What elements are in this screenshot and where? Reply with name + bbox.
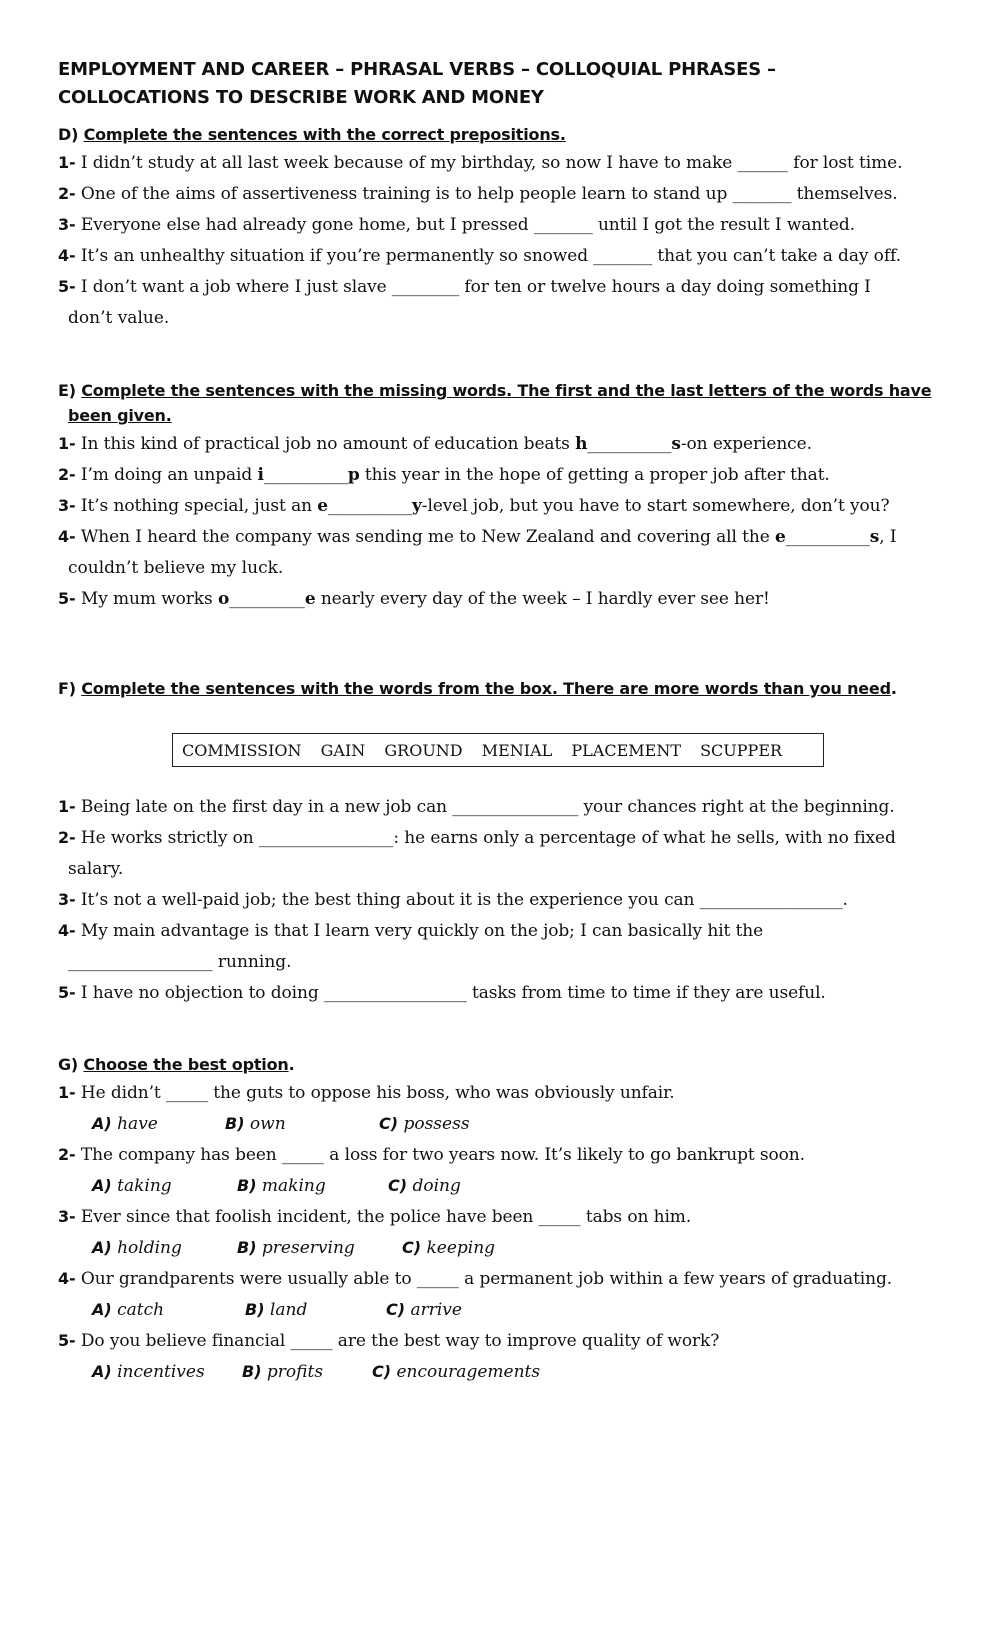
f-item-3: [58, 888, 848, 912]
f-item-2-continued: salary.: [68, 859, 124, 879]
item-text: Our grandparents were usually able to _____ a permanent job within a few years of graduating.: [80, 1269, 893, 1289]
g-item-2: [58, 1143, 805, 1167]
option-letter: A): [92, 1176, 112, 1195]
option-text: own: [249, 1114, 286, 1134]
section-g-period: .: [288, 1055, 295, 1074]
item-number: 4-: [58, 921, 76, 940]
item-number: 2-: [58, 184, 76, 203]
section-e-instruction-cont: been given.: [68, 406, 172, 425]
box-word: COMMISSION: [182, 741, 302, 760]
item-number: 2-: [58, 465, 76, 484]
g-item-3: [58, 1205, 691, 1229]
item-number: 5-: [58, 983, 76, 1002]
option-text: catch: [117, 1300, 165, 1320]
option-c[interactable]: [402, 1236, 495, 1260]
option-letter: C): [402, 1238, 422, 1257]
section-f-label: F): [58, 679, 76, 698]
item-number: 2-: [58, 828, 76, 847]
d-item-5-continued: don’t value.: [68, 308, 170, 328]
box-word: MENIAL: [481, 741, 553, 760]
option-b[interactable]: [245, 1298, 307, 1322]
item-text: When I heard the company was sending me to New Zealand and covering all the: [80, 527, 776, 547]
option-b[interactable]: [242, 1360, 323, 1384]
first-letter: e: [775, 527, 786, 547]
option-text: preserving: [261, 1238, 355, 1258]
item-number: 4-: [58, 1269, 76, 1288]
option-a[interactable]: [92, 1112, 158, 1136]
item-number: 3-: [58, 215, 76, 234]
option-letter: A): [92, 1362, 112, 1381]
blank: _________: [229, 589, 305, 609]
option-letter: C): [372, 1362, 392, 1381]
option-a[interactable]: [92, 1298, 164, 1322]
option-letter: B): [225, 1114, 245, 1133]
d-item-3: [58, 213, 855, 237]
item-text-end: , I: [879, 527, 897, 547]
last-letter: p: [347, 465, 360, 485]
option-text: holding: [117, 1238, 182, 1258]
box-word: GROUND: [384, 741, 463, 760]
blank: __________: [785, 527, 870, 547]
item-text: One of the aims of assertiveness training is to help people learn to stand up _______ themselves.: [80, 184, 898, 204]
option-text: making: [261, 1176, 326, 1196]
e-item-3: [58, 494, 889, 518]
item-text: Everyone else had already gone home, but I pressed _______ until I got the result I wanted.: [80, 215, 855, 235]
title-line-1: EMPLOYMENT AND CAREER – PHRASAL VERBS – COLLOQUIAL PHRASES –: [58, 59, 776, 80]
g-item-5: [58, 1329, 719, 1353]
d-item-1: [58, 151, 902, 175]
item-text: He works strictly on ________________: he earns only a percentage of what he sells, with no fixed: [80, 828, 896, 848]
item-text: It’s nothing special, just an: [80, 496, 318, 516]
section-f-period: .: [890, 679, 897, 698]
e-item-5: [58, 587, 770, 611]
item-number: 5-: [58, 1331, 76, 1350]
option-b[interactable]: [225, 1112, 286, 1136]
d-item-4: [58, 244, 901, 268]
item-number: 1-: [58, 153, 76, 172]
option-letter: B): [237, 1176, 257, 1195]
option-a[interactable]: [92, 1360, 205, 1384]
section-d-label: D): [58, 125, 79, 144]
e-item-2: [58, 463, 830, 487]
item-number: 5-: [58, 589, 76, 608]
last-letter: s: [671, 434, 681, 454]
f-item-2: [58, 826, 896, 850]
item-text-end: nearly every day of the week – I hardly ever see her!: [315, 589, 770, 609]
blank: __________: [263, 465, 348, 485]
section-g-label: G): [58, 1055, 79, 1074]
item-number: 1-: [58, 1083, 76, 1102]
option-a[interactable]: [92, 1236, 182, 1260]
section-d-heading: [58, 122, 566, 147]
worksheet-title: [58, 56, 958, 112]
item-text: In this kind of practical job no amount of education beats: [80, 434, 576, 454]
title-line-2: COLLOCATIONS TO DESCRIBE WORK AND MONEY: [58, 87, 544, 108]
g-item-1: [58, 1081, 675, 1105]
first-letter: i: [257, 465, 264, 485]
option-letter: B): [237, 1238, 257, 1257]
option-c[interactable]: [372, 1360, 540, 1384]
first-letter: o: [217, 589, 230, 609]
e-item-1: [58, 432, 812, 456]
option-text: possess: [403, 1114, 470, 1134]
section-f-heading: [58, 676, 897, 701]
option-text: land: [269, 1300, 308, 1320]
item-text: He didn’t _____ the guts to oppose his boss, who was obviously unfair.: [80, 1083, 675, 1103]
option-letter: B): [245, 1300, 265, 1319]
first-letter: h: [575, 434, 588, 454]
section-e-heading-cont: [68, 403, 172, 428]
option-b[interactable]: [237, 1236, 355, 1260]
option-b[interactable]: [237, 1174, 326, 1198]
option-c[interactable]: [386, 1298, 462, 1322]
word-box: [172, 733, 824, 767]
item-text-end: -level job, but you have to start somewhere, don’t you?: [421, 496, 890, 516]
item-number: 1-: [58, 797, 76, 816]
e-item-4-continued: couldn’t believe my luck.: [68, 558, 284, 578]
item-text: Do you believe financial _____ are the best way to improve quality of work?: [80, 1331, 720, 1351]
item-number: 3-: [58, 1207, 76, 1226]
item-text: I’m doing an unpaid: [80, 465, 258, 485]
item-text: Being late on the first day in a new job can _______________ your chances right at the beginning.: [80, 797, 895, 817]
box-word: GAIN: [320, 741, 366, 760]
option-letter: A): [92, 1238, 112, 1257]
option-letter: C): [386, 1300, 406, 1319]
option-letter: C): [379, 1114, 399, 1133]
option-letter: B): [242, 1362, 262, 1381]
item-text: It’s not a well-paid job; the best thing about it is the experience you can _________________.: [80, 890, 848, 910]
option-letter: A): [92, 1114, 112, 1133]
option-text: profits: [266, 1362, 324, 1382]
item-text: The company has been _____ a loss for two years now. It’s likely to go bankrupt soon.: [80, 1145, 805, 1165]
item-text: I didn’t study at all last week because of my birthday, so now I have to make ______ for lost time.: [80, 153, 903, 173]
option-text: doing: [412, 1176, 461, 1196]
option-text: keeping: [426, 1238, 496, 1258]
box-word: PLACEMENT: [571, 741, 681, 760]
e-item-4: [58, 525, 896, 549]
section-e-instruction: Complete the sentences with the missing words. The first and the last letters of the words have: [81, 381, 932, 400]
item-text: It’s an unhealthy situation if you’re permanently so snowed _______ that you can’t take a day off.: [80, 246, 901, 266]
option-text: have: [117, 1114, 158, 1134]
first-letter: e: [317, 496, 328, 516]
option-text: arrive: [410, 1300, 462, 1320]
item-text: Ever since that foolish incident, the police have been _____ tabs on him.: [80, 1207, 692, 1227]
section-e-heading: [58, 378, 931, 403]
item-text: I have no objection to doing _________________ tasks from time to time if they are useful.: [80, 983, 826, 1003]
item-number: 3-: [58, 890, 76, 909]
item-text: My main advantage is that I learn very quickly on the job; I can basically hit the: [80, 921, 764, 941]
item-number: 5-: [58, 277, 76, 296]
section-d-instruction: Complete the sentences with the correct prepositions.: [83, 125, 566, 144]
option-text: taking: [117, 1176, 172, 1196]
item-number: 1-: [58, 434, 76, 453]
d-item-2: [58, 182, 898, 206]
f-item-5: [58, 981, 826, 1005]
option-letter: C): [388, 1176, 408, 1195]
last-letter: e: [304, 589, 316, 609]
option-text: encouragements: [396, 1362, 541, 1382]
f-item-4: [58, 919, 763, 943]
item-text-end: this year in the hope of getting a proper job after that.: [359, 465, 830, 485]
g-item-4: [58, 1267, 892, 1291]
section-g-instruction: Choose the best option: [83, 1055, 289, 1074]
option-c[interactable]: [379, 1112, 470, 1136]
section-f-instruction: Complete the sentences with the words from the box. There are more words than you need: [81, 679, 891, 698]
f-item-4-continued: _________________ running.: [68, 952, 292, 972]
item-text: My mum works: [80, 589, 218, 609]
last-letter: y: [412, 496, 422, 516]
blank: __________: [328, 496, 413, 516]
section-g-heading: [58, 1052, 294, 1077]
item-number: 4-: [58, 527, 76, 546]
option-text: incentives: [117, 1362, 205, 1382]
item-text-end: -on experience.: [680, 434, 812, 454]
item-number: 4-: [58, 246, 76, 265]
item-number: 2-: [58, 1145, 76, 1164]
box-word: SCUPPER: [700, 741, 783, 760]
option-c[interactable]: [388, 1174, 461, 1198]
option-letter: A): [92, 1300, 112, 1319]
item-number: 3-: [58, 496, 76, 515]
d-item-5: [58, 275, 871, 299]
last-letter: s: [869, 527, 880, 547]
blank: __________: [587, 434, 672, 454]
f-item-1: [58, 795, 895, 819]
section-e-label: E): [58, 381, 76, 400]
option-a[interactable]: [92, 1174, 172, 1198]
item-text: I don’t want a job where I just slave ________ for ten or twelve hours a day doing something I: [80, 277, 871, 297]
